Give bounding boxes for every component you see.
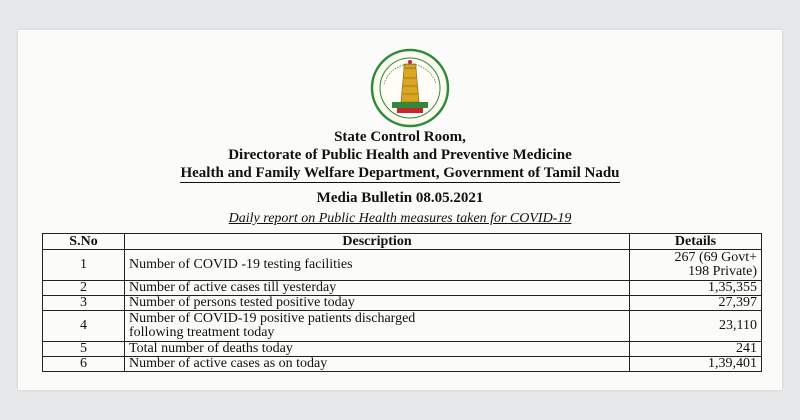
report-subtitle: [18, 210, 782, 228]
row-details: [630, 250, 762, 281]
row-description: [125, 311, 630, 342]
bulletin-table: [42, 233, 762, 372]
row-details-line2: 198 Private): [688, 264, 757, 279]
column-header-sno: S.No: [43, 234, 125, 250]
bulletin-title: Media Bulletin 08.05.2021: [316, 190, 484, 206]
bulletin-document: [18, 30, 782, 390]
row-details: 241: [630, 342, 762, 357]
row-sno: 4: [43, 311, 125, 342]
row-description-line1: Number of COVID-19 positive patients discharged: [129, 311, 416, 326]
table-row: [43, 357, 762, 372]
table-row: [43, 342, 762, 357]
table-row: [43, 296, 762, 311]
row-details: 1,35,355: [630, 281, 762, 296]
office-name: State Control Room,: [334, 129, 466, 145]
row-sno: 6: [43, 357, 125, 372]
column-header-description: Description: [125, 234, 630, 250]
row-details-line1: 267 (69 Govt+: [674, 250, 757, 265]
row-details: 27,397: [630, 296, 762, 311]
row-details: 1,39,401: [630, 357, 762, 372]
directorate-name: Directorate of Public Health and Preventive Medicine: [228, 147, 572, 163]
table-row: [43, 311, 762, 342]
row-description: Number of active cases as on today: [125, 357, 630, 372]
table-row: [43, 250, 762, 281]
row-description: Number of COVID -19 testing facilities: [125, 250, 630, 281]
row-description-line2: following treatment today: [129, 325, 275, 340]
tamil-nadu-emblem-icon: [370, 48, 450, 128]
table-header-row: [43, 234, 762, 250]
row-description: Total number of deaths today: [125, 342, 630, 357]
row-details: 23,110: [630, 311, 762, 342]
row-sno: 1: [43, 250, 125, 281]
department-name-text: Health and Family Welfare Department, Government of Tamil Nadu: [180, 165, 620, 181]
row-sno: 3: [43, 296, 125, 311]
row-description: Number of active cases till yesterday: [125, 281, 630, 296]
department-name: [18, 164, 782, 182]
row-sno: 2: [43, 281, 125, 296]
report-subtitle-text: Daily report on Public Health measures taken for COVID-19: [228, 211, 572, 226]
row-sno: 5: [43, 342, 125, 357]
row-description: Number of persons tested positive today: [125, 296, 630, 311]
table-row: [43, 281, 762, 296]
column-header-details: Details: [630, 234, 762, 250]
